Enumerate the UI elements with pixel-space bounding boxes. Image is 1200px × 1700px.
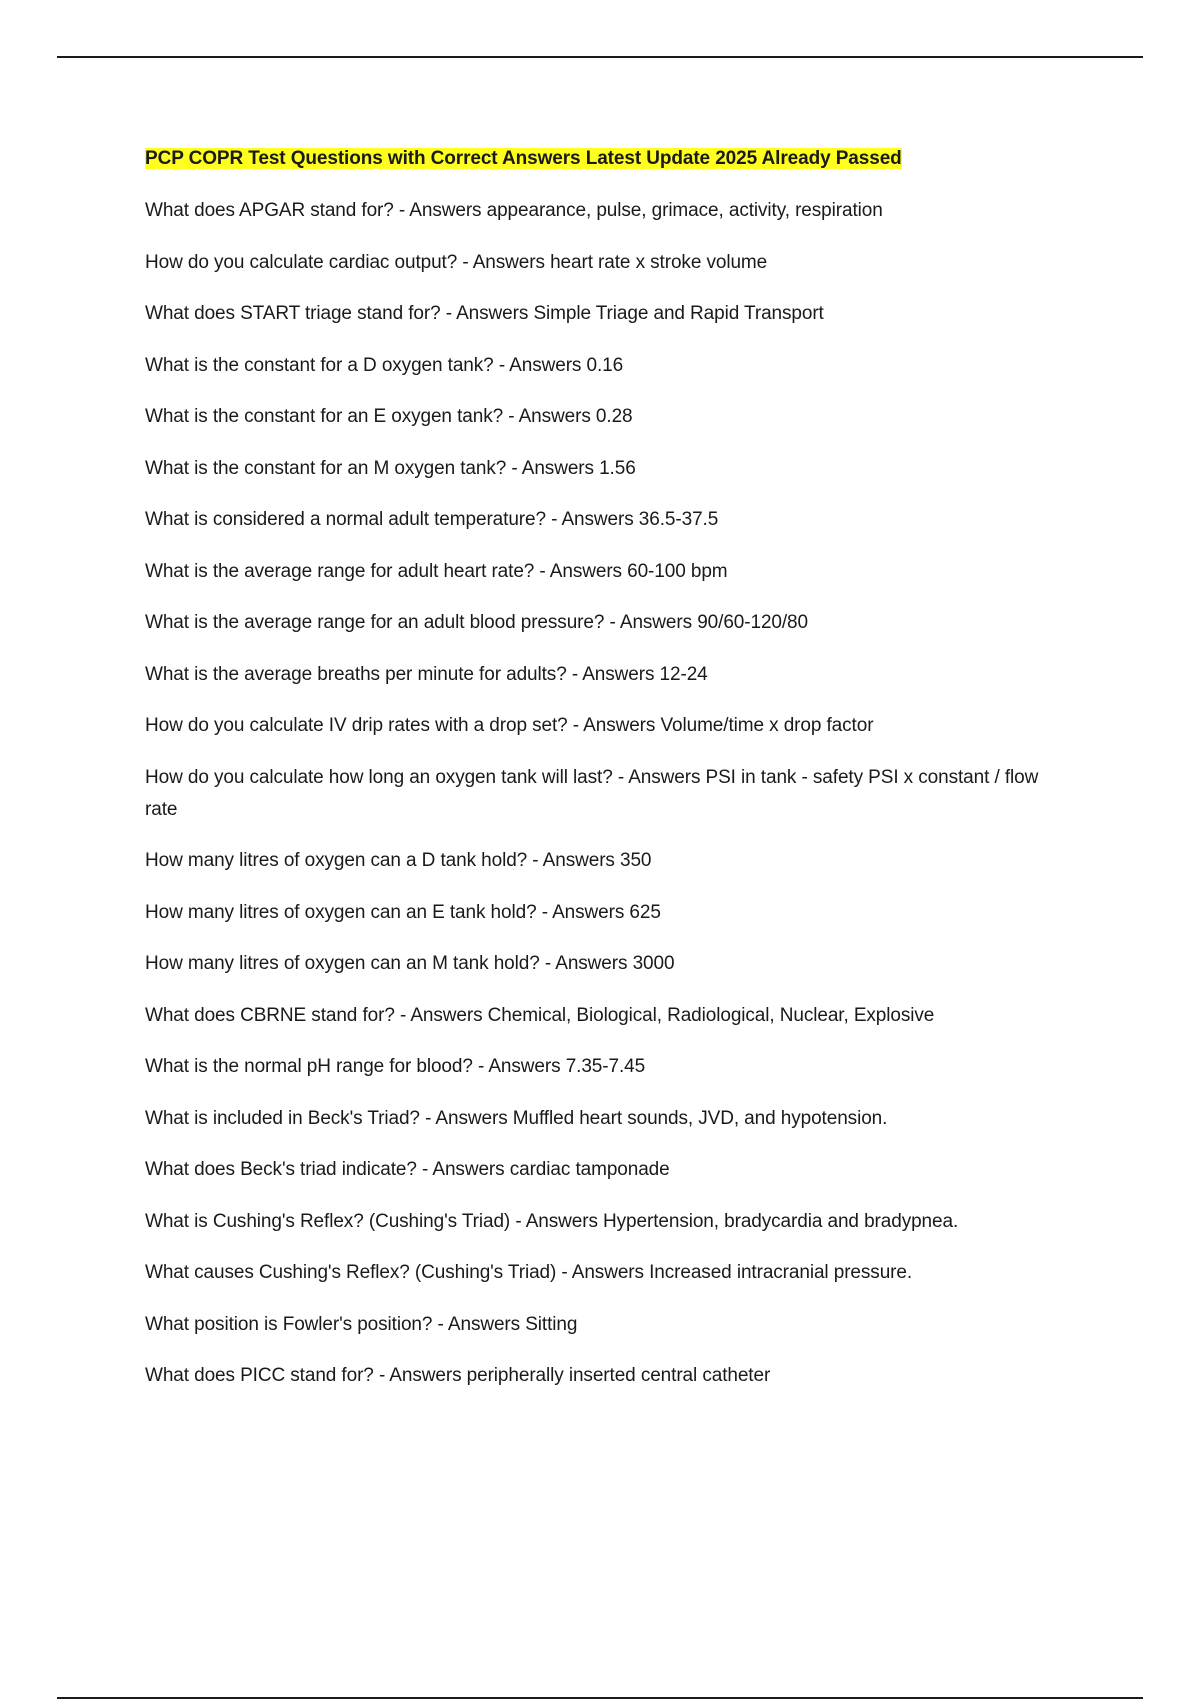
footer-rule (57, 1697, 1143, 1699)
document-title: PCP COPR Test Questions with Correct Answers Latest Update 2025 Already Passed (145, 148, 902, 169)
title-wrapper (145, 145, 1075, 173)
document-body (145, 145, 1075, 1412)
qa-item: How many litres of oxygen can an M tank hold? - Answers 3000 (145, 953, 675, 974)
qa-item: What is the average range for an adult blood pressure? - Answers 90/60-120/80 (145, 612, 808, 633)
qa-item: What is the constant for an M oxygen tank? - Answers 1.56 (145, 457, 636, 479)
qa-item: What is considered a normal adult temperature? - Answers 36.5-37.5 (145, 509, 719, 530)
qa-item: How many litres of oxygen can an E tank hold? - Answers 625 (145, 901, 661, 923)
qa-item: What does PICC stand for? - Answers peripherally inserted central catheter (145, 1365, 771, 1386)
qa-item: What does CBRNE stand for? - Answers Chemical, Biological, Radiological, Nuclear, Explosive (145, 1004, 935, 1026)
header-rule (57, 56, 1143, 58)
qa-item: What causes Cushing's Reflex? (Cushing's Triad) - Answers Increased intracranial pressure. (145, 1262, 913, 1283)
qa-item: What is Cushing's Reflex? (Cushing's Triad) - Answers Hypertension, bradycardia and bradypnea. (145, 1210, 959, 1232)
qa-item: What is the average range for adult heart rate? - Answers 60-100 bpm (145, 560, 728, 582)
qa-item: What does APGAR stand for? - Answers appearance, pulse, grimace, activity, respiration (145, 200, 883, 221)
qa-item: How do you calculate cardiac output? - Answers heart rate x stroke volume (145, 251, 768, 273)
qa-item: What does START triage stand for? - Answers Simple Triage and Rapid Transport (145, 303, 824, 324)
qa-item: What is the constant for an E oxygen tank? - Answers 0.28 (145, 406, 633, 427)
qa-list (145, 195, 1075, 1392)
qa-item: What is included in Beck's Triad? - Answers Muffled heart sounds, JVD, and hypotension. (145, 1107, 888, 1129)
qa-item: What does Beck's triad indicate? - Answers cardiac tamponade (145, 1159, 670, 1180)
qa-item: How do you calculate IV drip rates with a drop set? - Answers Volume/time x drop factor (145, 715, 874, 736)
qa-item: What position is Fowler's position? - Answers Sitting (145, 1313, 578, 1335)
qa-item: What is the normal pH range for blood? - Answers 7.35-7.45 (145, 1056, 646, 1077)
qa-item: What is the constant for a D oxygen tank? - Answers 0.16 (145, 354, 624, 376)
qa-item: What is the average breaths per minute for adults? - Answers 12-24 (145, 663, 708, 685)
qa-item: How many litres of oxygen can a D tank hold? - Answers 350 (145, 850, 652, 871)
qa-item: How do you calculate how long an oxygen tank will last? - Answers PSI in tank - safety PSI x constant / flow rate (145, 766, 1039, 820)
